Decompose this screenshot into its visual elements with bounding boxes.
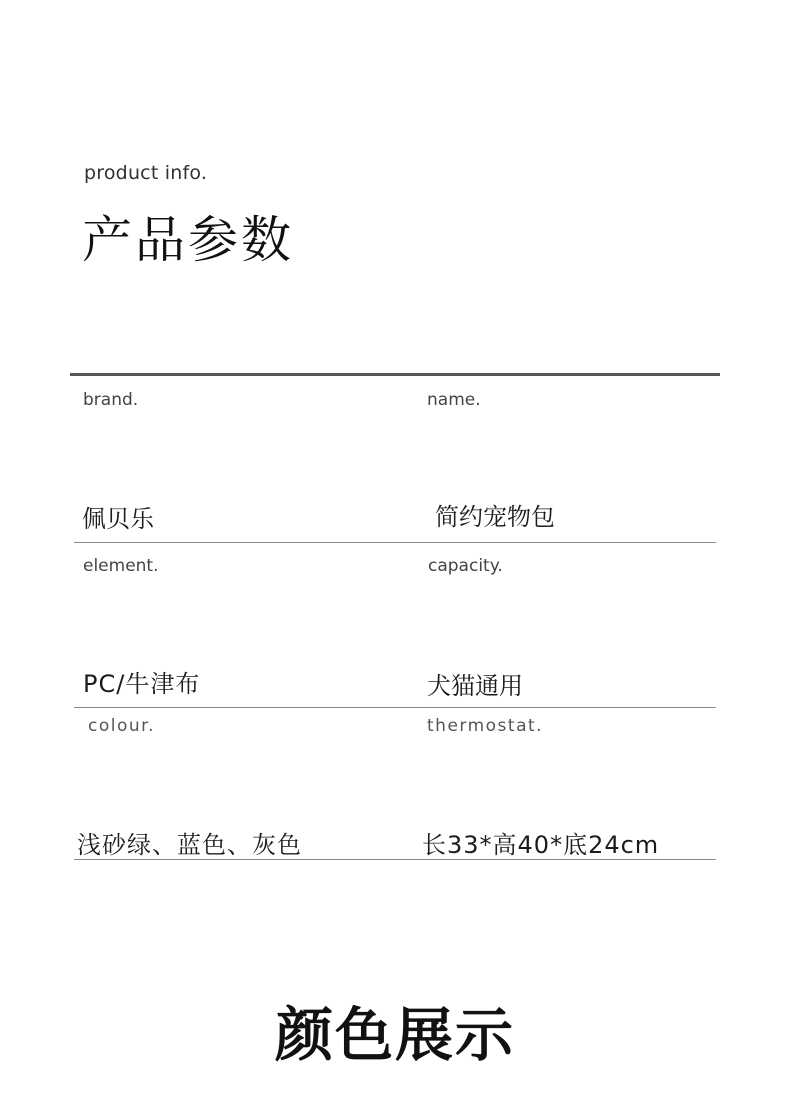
- colour-value: 浅砂绿、蓝色、灰色: [77, 831, 302, 859]
- row-divider-3: [74, 859, 716, 860]
- name-label: name.: [427, 390, 481, 410]
- element-label: element.: [83, 556, 159, 576]
- section-subtitle: product info.: [84, 162, 208, 184]
- brand-value: 佩贝乐: [82, 505, 154, 533]
- row-divider-2: [74, 707, 716, 708]
- page-title: 产品参数: [82, 211, 294, 269]
- table-top-divider: [70, 373, 720, 376]
- thermostat-label: thermostat.: [427, 716, 544, 736]
- capacity-label: capacity.: [428, 556, 503, 576]
- element-value: PC/牛津布: [83, 670, 201, 698]
- dimensions-value: 长33*高40*底24cm: [422, 831, 660, 859]
- colour-label: colour.: [88, 716, 155, 736]
- color-display-title: 颜色展示: [274, 1001, 515, 1069]
- brand-label: brand.: [83, 390, 139, 410]
- name-value: 简约宠物包: [435, 503, 555, 531]
- row-divider-1: [74, 542, 716, 543]
- capacity-value: 犬猫通用: [427, 672, 523, 700]
